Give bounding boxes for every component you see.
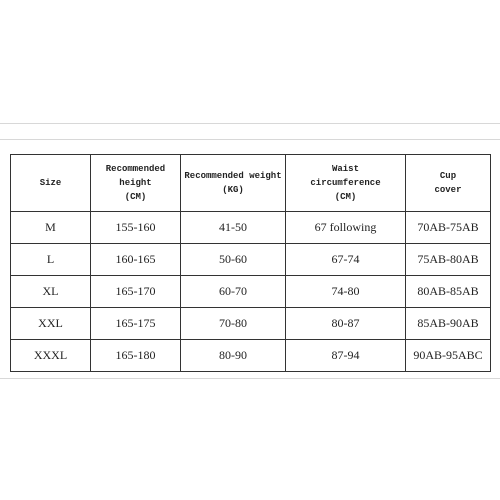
table-row <box>11 308 491 340</box>
size-chart <box>10 154 490 372</box>
header-height-line2: height <box>119 178 152 188</box>
cell-size: M <box>11 212 91 244</box>
header-height-line3: (CM) <box>124 192 147 202</box>
cell-height: 160-165 <box>91 244 181 276</box>
cell-size: L <box>11 244 91 276</box>
cell-cup: 80AB-85AB <box>406 276 491 308</box>
cell-weight: 60-70 <box>181 276 286 308</box>
cell-waist: 80-87 <box>286 308 406 340</box>
cell-weight: 41-50 <box>181 212 286 244</box>
cell-cup: 85AB-90AB <box>406 308 491 340</box>
cell-height: 165-180 <box>91 340 181 372</box>
cell-waist: 67-74 <box>286 244 406 276</box>
cell-waist: 74-80 <box>286 276 406 308</box>
header-height-line1: Recommended <box>105 164 166 174</box>
grid-line <box>0 378 500 379</box>
header-cup <box>406 155 491 212</box>
table-row <box>11 276 491 308</box>
table-row <box>11 212 491 244</box>
cell-weight: 80-90 <box>181 340 286 372</box>
header-weight-line2: (KG) <box>222 185 244 195</box>
grid-line <box>0 139 500 140</box>
cell-waist: 67 following <box>286 212 406 244</box>
header-size <box>11 155 91 212</box>
header-waist <box>286 155 406 212</box>
table-row <box>11 244 491 276</box>
cell-cup: 90AB-95ABC <box>406 340 491 372</box>
cell-weight: 50-60 <box>181 244 286 276</box>
header-waist-line2: circumference <box>310 178 381 188</box>
table-row <box>11 340 491 372</box>
cell-size: XL <box>11 276 91 308</box>
header-cup-line1: Cup <box>439 171 457 181</box>
header-height <box>91 155 181 212</box>
header-waist-line3: (CM) <box>334 192 357 202</box>
cell-waist: 87-94 <box>286 340 406 372</box>
header-row <box>11 155 491 212</box>
header-waist-line1: Waist <box>331 164 359 174</box>
cell-size: XXXL <box>11 340 91 372</box>
cell-height: 165-170 <box>91 276 181 308</box>
cell-height: 165-175 <box>91 308 181 340</box>
header-size-label: Size <box>39 178 62 188</box>
header-weight-line1: Recommended weight <box>184 171 282 181</box>
header-cup-line2: cover <box>434 185 462 195</box>
cell-cup: 75AB-80AB <box>406 244 491 276</box>
grid-line <box>0 123 500 124</box>
cell-cup: 70AB-75AB <box>406 212 491 244</box>
size-table <box>10 154 491 372</box>
cell-height: 155-160 <box>91 212 181 244</box>
cell-weight: 70-80 <box>181 308 286 340</box>
header-weight <box>181 155 286 212</box>
cell-size: XXL <box>11 308 91 340</box>
